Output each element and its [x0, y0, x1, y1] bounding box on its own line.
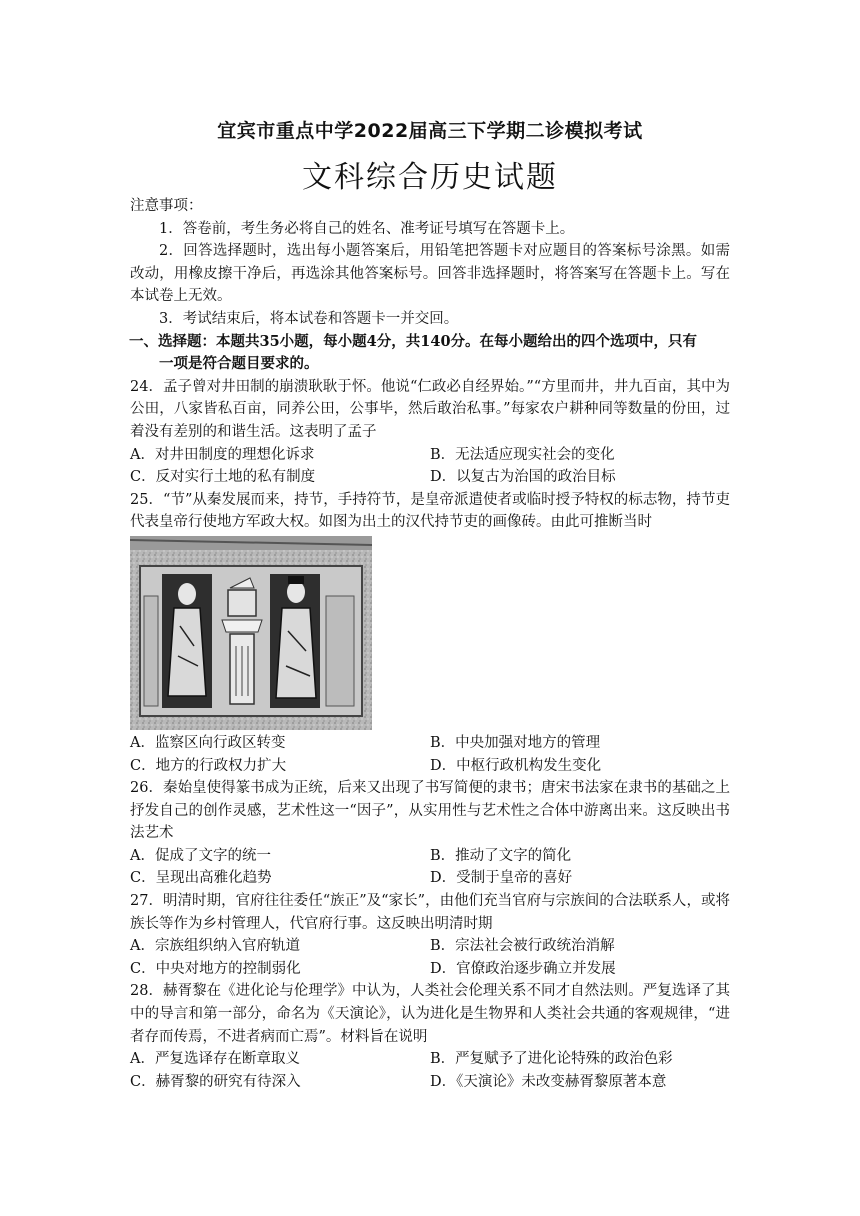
option-a: A．促成了文字的统一 — [130, 847, 271, 864]
option-c: C．赫胥黎的研究有待深入 — [130, 1073, 301, 1090]
section-heading: 一、选择题：本题共35小题，每小题4分，共140分。在每小题给出的四个选项中，只有 — [129, 332, 698, 350]
option-b: B．严复赋予了进化论特殊的政治色彩 — [430, 1051, 673, 1068]
question-stem-28: 28．赫胥黎在《进化论与伦理学》中认为，人类社会伦理关系不同才自然法则。严复选译了其中的导言和第一部分，命名为《天演论》，认为进化是生物界和人类社会共通的客观规律，“进者存而传焉，不进者病而亡焉”。材料旨在说明 — [130, 983, 730, 1045]
options-row — [130, 845, 730, 868]
options-row — [130, 466, 730, 489]
question-stem-26: 26．秦始皇使得篆书成为正统，后来又出现了书写简便的隶书；唐宋书法家在隶书的基础之上抒发自己的创作灵感，艺术性这一“因子”，从实用性与艺术性之合体中游离出来。这反映出书法艺术 — [130, 780, 730, 842]
option-c: C．地方的行政权力扩大 — [130, 757, 287, 774]
option-b: B．中央加强对地方的管理 — [430, 734, 601, 751]
option-c: C．呈现出高雅化趋势 — [130, 870, 272, 887]
exam-subtitle: 文科综合历史试题 — [302, 160, 558, 195]
question-stem-25: 25．“节”从秦发展而来，持节，手持符节，是皇帝派遣使者或临时授予特权的标志物，持节吏代表皇帝行使地方军政大权。如图为出土的汉代持节吏的画像砖。由此可推断当时 — [130, 491, 730, 531]
options-row — [130, 958, 730, 981]
option-c: C．反对实行土地的私有制度 — [130, 469, 316, 486]
notes-heading: 注意事项： — [130, 198, 203, 214]
option-a: A．宗族组织纳入官府轨道 — [130, 938, 300, 955]
options-row — [130, 867, 730, 890]
option-c: C．中央对地方的控制弱化 — [130, 960, 301, 977]
option-b: B．宗法社会被行政统治消解 — [430, 938, 615, 955]
options-row — [130, 1048, 730, 1071]
section-heading-cont: 一项是符合题目要求的。 — [159, 355, 319, 373]
han-brick-relief-image — [130, 536, 372, 730]
option-d: D．受制于皇帝的喜好 — [430, 870, 573, 887]
option-a: A．严复选译存在断章取义 — [130, 1051, 300, 1068]
options-row — [130, 755, 730, 778]
option-d: D．以复古为治国的政治目标 — [430, 469, 616, 486]
brick-relief-picture — [130, 536, 372, 730]
options-row — [130, 935, 730, 958]
question-stem-24: 24．孟子曾对井田制的崩溃耿耿于怀。他说“仁政必自经界始。”“方里而井，井九百亩，其中为公田，八家皆私百亩，同养公田，公事毕，然后敢治私事。”每家农户耕种同等数量的份田，过着没有差别的和谐生活。这表明了孟子 — [130, 378, 730, 440]
option-d: D．《天演论》未改变赫胥黎原著本意 — [430, 1073, 667, 1090]
exam-body — [130, 195, 730, 1093]
option-d: D．官僚政治逐步确立并发展 — [430, 960, 616, 977]
option-a: A．监察区向行政区转变 — [130, 734, 286, 751]
options-row — [130, 732, 730, 755]
note-item: 1．答卷前，考生务必将自己的姓名、准考证号填写在答题卡上。 — [159, 220, 575, 237]
options-row — [130, 1071, 730, 1094]
option-d: D．中枢行政机构发生变化 — [430, 757, 602, 774]
option-b: B．无法适应现实社会的变化 — [430, 446, 615, 463]
exam-title: 宜宾市重点中学2022届高三下学期二诊模拟考试 — [217, 120, 643, 142]
option-b: B．推动了文字的简化 — [430, 847, 572, 864]
note-item: 2．回答选择题时，选出每小题答案后，用铅笔把答题卡对应题目的答案标号涂黑。如需改动，用橡皮擦干净后，再选涂其他答案标号。回答非选择题时，将答案写在答题卡上。写在本试卷上无效。 — [130, 243, 730, 305]
options-row — [130, 444, 730, 467]
note-item: 3．考试结束后，将本试卷和答题卡一并交回。 — [159, 310, 459, 327]
question-stem-27: 27．明清时期，官府往往委任“族正”及“家长”，由他们充当官府与宗族间的合法联系人，或将族长等作为乡村管理人，代官府行事。这反映出明清时期 — [130, 893, 730, 932]
option-a: A．对井田制度的理想化诉求 — [130, 446, 315, 463]
